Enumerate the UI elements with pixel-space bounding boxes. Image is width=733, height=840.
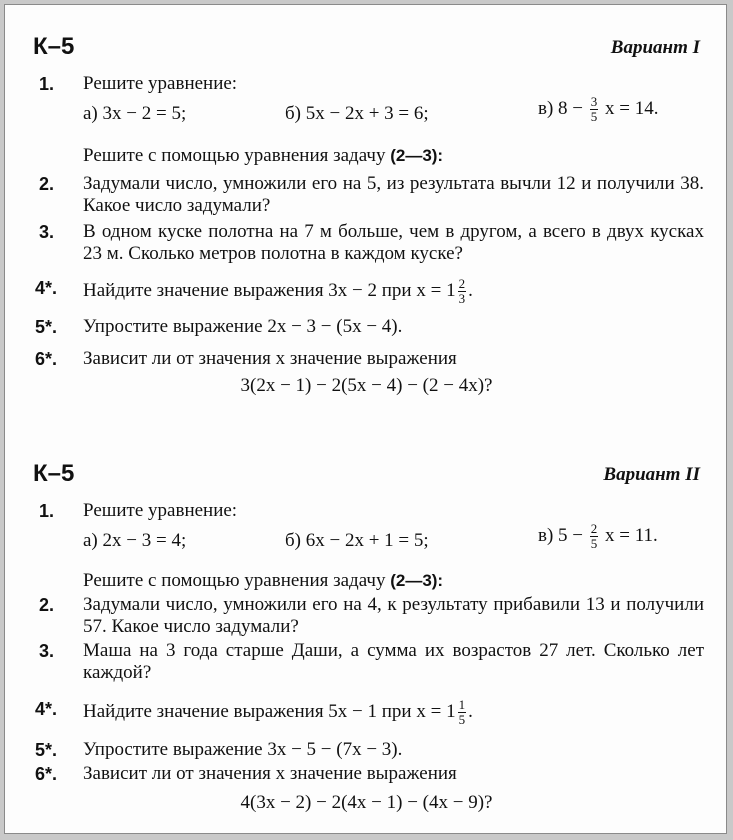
task-text: Маша на 3 года старше Даши, а сумма их возрастов 27 лет. Сколько лет каждой?	[83, 640, 704, 683]
task-text: Решите уравнение:	[83, 500, 238, 521]
fraction	[458, 698, 467, 727]
equation-c	[538, 95, 658, 124]
task-number: 2.	[39, 595, 55, 615]
fraction-denominator: 3	[458, 291, 466, 306]
fraction-numerator: 3	[590, 94, 598, 109]
fraction-numerator: 1	[458, 697, 466, 712]
task-4-end: .	[468, 279, 473, 301]
task-6-expression: 4(3x − 2) − 2(4x − 1) − (4x − 9)?	[240, 792, 493, 813]
variant-2-section	[5, 460, 728, 815]
intro-text: Решите с помощью уравнения задачу	[83, 570, 386, 591]
fraction-denominator: 5	[590, 109, 598, 124]
variant-header	[5, 33, 728, 63]
equation-c-suffix: x = 14.	[605, 97, 659, 119]
task-2	[5, 173, 728, 217]
fraction-numerator: 2	[590, 521, 598, 536]
task-3	[5, 221, 728, 265]
variant-header	[5, 460, 728, 490]
task-4	[5, 277, 728, 306]
fraction-denominator: 5	[458, 712, 466, 727]
equations-row	[5, 522, 728, 556]
task-text: Решите уравнение:	[83, 73, 238, 94]
task-6	[5, 348, 728, 370]
task-number: 6*.	[35, 764, 58, 784]
task-number: 3.	[39, 641, 55, 661]
equations-row	[5, 95, 728, 129]
intro-line	[83, 570, 728, 592]
variant-1-section	[5, 33, 728, 398]
task-number: 5*.	[35, 317, 58, 337]
equation-c-suffix: x = 11.	[605, 524, 658, 546]
intro-range: (2—3):	[390, 571, 444, 590]
task-4-text: Найдите значение выражения 3x − 2 при x = 1	[83, 279, 456, 301]
task-5	[5, 316, 728, 338]
test-code: К–5	[33, 33, 75, 60]
task-number: 4*.	[35, 278, 58, 298]
task-4-text: Найдите значение выражения 5x − 1 при x = 1	[83, 700, 456, 722]
intro-range: (2—3):	[390, 146, 444, 165]
task-text: В одном куске полотна на 7 м больше, чем в другом, а всего в двух кусках 23 м. Сколько метров полотна в каждом куске?	[83, 221, 704, 264]
worksheet-page	[4, 4, 727, 834]
task-6	[5, 763, 728, 785]
task-2	[5, 594, 728, 638]
equation-c	[538, 522, 658, 551]
equation-a: а) 3x − 2 = 5;	[83, 103, 187, 124]
task-number: 4*.	[35, 699, 58, 719]
fraction	[458, 277, 467, 306]
task-number: 3.	[39, 222, 55, 242]
task-4-end: .	[468, 700, 473, 722]
task-1	[5, 500, 728, 522]
equation-c-prefix: в) 8 −	[538, 97, 584, 119]
task-text	[83, 698, 704, 727]
fraction	[590, 522, 599, 551]
fraction-denominator: 5	[590, 536, 598, 551]
task-text: Зависит ли от значения x значение выражения	[83, 348, 457, 369]
task-6-expression: 3(2x − 1) − 2(5x − 4) − (2 − 4x)?	[240, 375, 493, 396]
task-number: 1.	[39, 74, 55, 94]
task-text: Упростите выражение 2x − 3 − (5x − 4).	[83, 316, 403, 337]
task-text: Задумали число, умножили его на 5, из результата вычли 12 и получили 38. Какое число задумали?	[83, 173, 704, 216]
equation-a: а) 2x − 3 = 4;	[83, 530, 187, 551]
task-number: 5*.	[35, 740, 58, 760]
task-text: Зависит ли от значения x значение выражения	[83, 763, 457, 784]
equation-b: б) 6x − 2x + 1 = 5;	[285, 530, 429, 551]
fraction-numerator: 2	[458, 276, 466, 291]
task-3	[5, 640, 728, 684]
task-number: 6*.	[35, 349, 58, 369]
variant-title: Вариант I	[610, 37, 700, 58]
intro-line	[83, 145, 728, 167]
task-text	[83, 277, 704, 306]
fraction	[590, 95, 599, 124]
equation-c-prefix: в) 5 −	[538, 524, 584, 546]
intro-text: Решите с помощью уравнения задачу	[83, 145, 386, 166]
task-1	[5, 73, 728, 95]
task-4	[5, 698, 728, 727]
test-code: К–5	[33, 460, 75, 487]
task-text: Упростите выражение 3x − 5 − (7x − 3).	[83, 739, 403, 760]
task-number: 1.	[39, 501, 55, 521]
variant-title: Вариант II	[603, 464, 700, 485]
equation-b: б) 5x − 2x + 3 = 6;	[285, 103, 429, 124]
task-number: 2.	[39, 174, 55, 194]
task-text: Задумали число, умножили его на 4, к результату прибавили 13 и получили 57. Какое число задумали?	[83, 594, 704, 637]
task-5	[5, 739, 728, 761]
